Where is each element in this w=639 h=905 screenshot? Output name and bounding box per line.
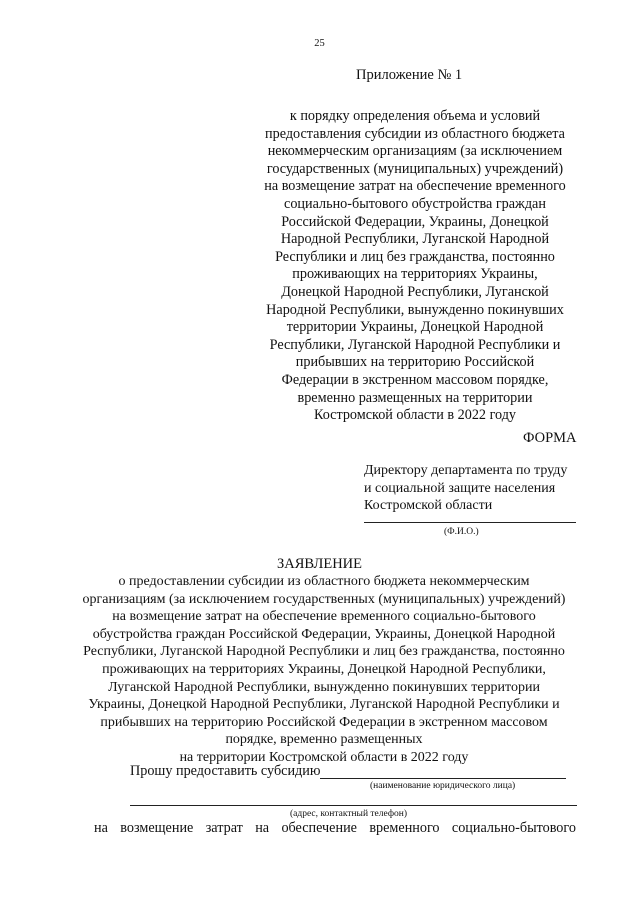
organization-name-field-line[interactable]	[320, 778, 566, 779]
appendix-line: социально-бытового обустройства граждан	[284, 195, 546, 212]
statement-line: на территории Костромской области в 2022 году	[179, 749, 469, 765]
statement-line: о предоставлении субсидии из областного бюджета некоммерческим	[118, 574, 530, 589]
statement-line: организациям (за исключением государственных (муниципальных) учреждений)	[82, 591, 566, 607]
addressee-block	[364, 462, 567, 515]
statement-title: ЗАЯВЛЕНИЕ	[276, 556, 363, 572]
appendix-description	[248, 108, 582, 425]
statement-line: порядке, временно размещенных	[225, 732, 423, 748]
appendix-line: Народной Республики, Луганской Народной	[280, 231, 550, 248]
statement-line: Луганской Народной Республики, вынужденно покинувших территории	[108, 679, 540, 695]
continuation-word: затрат	[205, 820, 243, 836]
appendix-line: Республики, Луганской Народной Республики и	[269, 336, 561, 353]
appendix-line: временно размещенных на территории	[297, 389, 533, 406]
address-phone-caption: (адрес, контактный телефон)	[290, 809, 407, 819]
continuation-word: возмещение	[120, 820, 194, 836]
appendix-line: территории Украины, Донецкой Народной	[286, 319, 544, 336]
statement-line: на возмещение затрат на обеспечение временного социально-бытового	[112, 609, 536, 625]
statement-line: прибывших на территорию Российской Федерации в экстренном массовом	[100, 714, 548, 730]
addressee-line: Костромской области	[364, 498, 493, 513]
appendix-line: Донецкой Народной Республики, Луганской	[281, 283, 549, 300]
appendix-line: государственных (муниципальных) учреждений)	[266, 160, 564, 177]
fio-field-line[interactable]	[364, 522, 576, 523]
appendix-line: на возмещение затрат на обеспечение временного	[264, 178, 566, 195]
appendix-line: проживающих на территориях Украины,	[292, 266, 538, 283]
fio-caption: (Ф.И.О.)	[444, 527, 479, 537]
statement-line: обустройства граждан Российской Федерации, Украины, Донецкой Народной	[92, 626, 556, 642]
statement-line: Украины, Донецкой Народной Республики, Луганской Народной Республики и	[88, 697, 560, 713]
appendix-line: Республики и лиц без гражданства, постоянно	[275, 248, 555, 265]
form-label: ФОРМА	[523, 430, 577, 446]
addressee-line: и социальной защите населения	[364, 480, 556, 496]
appendix-line: Костромской области в 2022 году	[313, 407, 517, 424]
appendix-line: Федерации в экстренном массовом порядке,	[281, 371, 549, 388]
appendix-line: некоммерческим организациям (за исключением	[267, 143, 563, 160]
request-label: Прошу предоставить субсидию	[130, 763, 321, 779]
appendix-line: Народной Республики, вынужденно покинувших	[266, 301, 564, 318]
appendix-line: Российской Федерации, Украины, Донецкой	[281, 213, 549, 230]
statement-line: проживающих на территориях Украины, Донецкой Народной Республики,	[102, 661, 546, 677]
appendix-line: предоставления субсидии из областного бюджета	[265, 125, 565, 142]
appendix-line: к порядку определения объема и условий	[289, 108, 541, 124]
continuation-word: временного	[369, 820, 440, 836]
continuation-word: социально-бытового	[451, 820, 576, 836]
continuation-word: на	[255, 820, 270, 836]
addressee-line: Директору департамента по труду	[364, 463, 568, 478]
statement-line: Республики, Луганской Народной Республики и лиц без гражданства, постоянно	[83, 644, 565, 660]
statement-subject	[62, 573, 586, 767]
request-continuation-line	[94, 820, 576, 837]
appendix-title: Приложение № 1	[356, 67, 463, 83]
organization-name-caption: (наименование юридического лица)	[370, 781, 516, 791]
page-number: 25	[314, 38, 325, 49]
continuation-word: на	[94, 820, 108, 836]
continuation-word: обеспечение	[281, 820, 357, 836]
appendix-line: прибывших на территорию Российской	[295, 354, 535, 371]
address-phone-field-line[interactable]	[130, 805, 577, 806]
